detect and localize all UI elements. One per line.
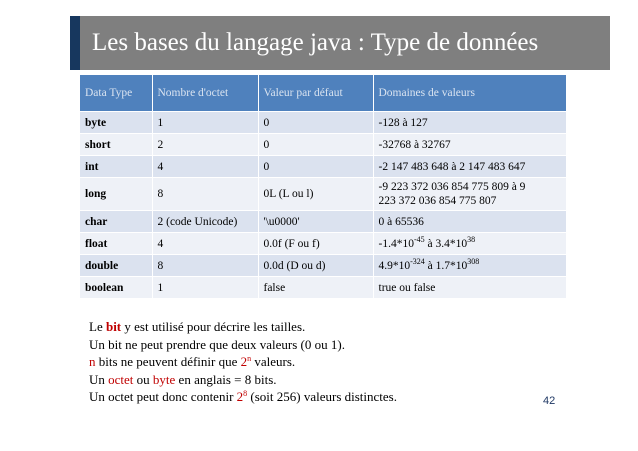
- range-cell: -2 147 483 648 à 2 147 483 647: [373, 156, 566, 178]
- note-exponent-n: n: [247, 354, 252, 363]
- note-text: Le: [89, 319, 106, 334]
- bytes-cell: 8: [152, 178, 258, 211]
- data-types-table: [80, 75, 567, 298]
- note-text: ou: [133, 371, 153, 387]
- default-cell: 0: [258, 134, 373, 156]
- range-cell: -32768 à 32767: [373, 134, 566, 156]
- range-cell: [373, 178, 566, 211]
- note-text: Un octet peut donc contenir: [89, 389, 237, 404]
- bytes-cell: 2 (code Unicode): [152, 211, 258, 233]
- header-value-range: Domaines de valeurs: [373, 75, 566, 112]
- header-default-value: Valeur par défaut: [258, 75, 373, 112]
- note-highlight-base: 2: [236, 389, 244, 404]
- note-text: bits ne peuvent définir que: [95, 354, 241, 369]
- default-cell: '\u0000': [258, 211, 373, 233]
- range-base-max: à 3.4*10: [424, 237, 468, 250]
- table-row: [80, 233, 566, 255]
- type-cell: char: [80, 211, 152, 233]
- header-data-type: Data Type: [80, 75, 152, 112]
- table-row: [80, 277, 566, 299]
- note-line-values: Un bit ne peut prendre que deux valeurs (0 ou 1).: [89, 336, 345, 352]
- note-highlight-octet: octet: [108, 371, 134, 387]
- range-cell: -128 à 127: [373, 112, 566, 134]
- bytes-cell: 2: [152, 134, 258, 156]
- range-exponent-max: 38: [467, 234, 476, 244]
- range-exponent-min: -324: [410, 256, 425, 266]
- table-row: [80, 178, 566, 211]
- range-line-1: -9 223 372 036 854 775 809 à 9: [378, 181, 526, 193]
- range-base-min: -1.4*10: [378, 237, 414, 250]
- bytes-cell: 4: [152, 156, 258, 178]
- bytes-cell: 1: [152, 277, 258, 299]
- note-text: (soit 256) valeurs distinctes.: [247, 389, 397, 404]
- header-bytes: Nombre d'octet: [152, 75, 258, 112]
- range-cell: true ou false: [373, 277, 566, 299]
- note-highlight-bit: bit: [105, 319, 122, 334]
- bytes-cell: 1: [152, 112, 258, 134]
- note-highlight-byte: byte: [152, 371, 176, 387]
- note-line-octet: [89, 371, 397, 389]
- range-base-max: à 1.7*10: [424, 259, 468, 272]
- type-cell: float: [80, 233, 152, 255]
- note-text: en anglais = 8 bits.: [175, 371, 277, 387]
- table-header-row: [80, 75, 566, 112]
- title-accent-stripe: [70, 16, 80, 70]
- table-row: [80, 255, 566, 277]
- default-cell: 0.0d (D ou d): [258, 255, 373, 277]
- notes-block: [89, 318, 397, 406]
- default-cell: 0.0f (F ou f): [258, 233, 373, 255]
- table-row: [80, 112, 566, 134]
- note-exponent-8: 8: [243, 389, 248, 398]
- range-line-2: 223 372 036 854 775 807: [378, 195, 497, 207]
- note-text: Un: [89, 371, 109, 387]
- range-base-min: 4.9*10: [378, 259, 411, 272]
- default-cell: false: [258, 277, 373, 299]
- default-cell: 0L (L ou l): [258, 178, 373, 211]
- note-line-n-bits: [89, 353, 397, 371]
- type-cell: long: [80, 178, 152, 211]
- table-row: [80, 156, 566, 178]
- table-row: [80, 134, 566, 156]
- type-cell: double: [80, 255, 152, 277]
- default-cell: 0: [258, 156, 373, 178]
- page-number: 42: [543, 395, 556, 407]
- note-line-bit: [89, 318, 397, 336]
- type-cell: boolean: [80, 277, 152, 299]
- note-highlight-n: n: [89, 354, 96, 369]
- range-exponent-min: -45: [413, 234, 425, 244]
- note-highlight-base: 2: [240, 354, 248, 369]
- range-cell: [373, 255, 566, 277]
- type-cell: byte: [80, 112, 152, 134]
- note-text: valeurs.: [251, 354, 296, 369]
- range-exponent-max: 308: [467, 256, 480, 266]
- range-cell: [373, 233, 566, 255]
- type-cell: int: [80, 156, 152, 178]
- bytes-cell: 4: [152, 233, 258, 255]
- slide-title: Les bases du langage java : Type de données: [92, 29, 539, 56]
- table-row: [80, 211, 566, 233]
- default-cell: 0: [258, 112, 373, 134]
- range-cell: 0 à 65536: [373, 211, 566, 233]
- note-line-256: [89, 388, 397, 406]
- type-cell: short: [80, 134, 152, 156]
- note-text: y est utilisé pour décrire les tailles.: [121, 319, 306, 334]
- bytes-cell: 8: [152, 255, 258, 277]
